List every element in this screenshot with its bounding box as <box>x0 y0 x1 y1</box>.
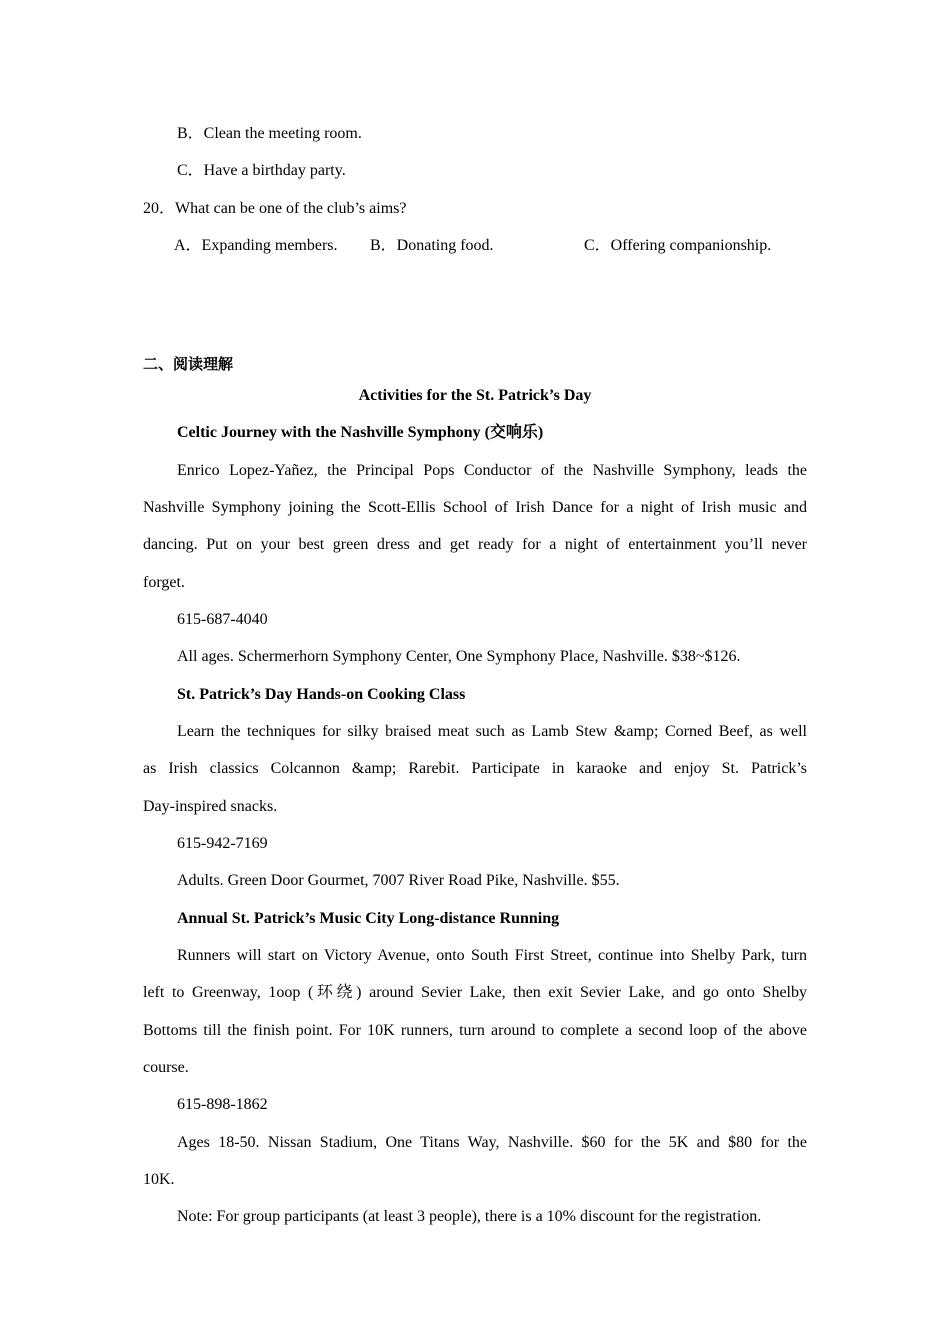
section-heading: 二、阅读理解 <box>143 355 234 373</box>
activity-3-phone: 615-898-1862 <box>177 1096 268 1113</box>
activity-2-line-1: Learn the techniques for silky braised meat such as Lamb Stew &amp; Corned Beef, as well <box>177 723 807 740</box>
activity-2-title: St. Patrick’s Day Hands-on Cooking Class <box>177 686 466 703</box>
activity-3-line-1: Runners will start on Victory Avenue, onto South First Street, continue into Shelby Park, turn <box>177 947 807 964</box>
q20-option-c: C．Offering companionship. <box>584 237 772 254</box>
activity-3-note: Note: For group participants (at least 3 people), there is a 10% discount for the registration. <box>177 1208 762 1225</box>
activity-1-title: Celtic Journey with the Nashville Symphony (交响乐) <box>177 424 544 441</box>
q19-option-c: C．Have a birthday party. <box>177 162 346 179</box>
activity-1-info: All ages. Schermerhorn Symphony Center, One Symphony Place, Nashville. $38~$126. <box>177 648 741 665</box>
activity-3-line-4: course. <box>143 1059 189 1076</box>
activity-3-info-line-1: Ages 18-50. Nissan Stadium, One Titans Way, Nashville. $60 for the 5K and $80 for the <box>177 1134 807 1151</box>
activity-2-line-2: as Irish classics Colcannon &amp; Rarebit. Participate in karaoke and enjoy St. Patrick’s <box>143 760 807 777</box>
activity-3-info-line-2: 10K. <box>143 1171 175 1188</box>
activity-2-phone: 615-942-7169 <box>177 835 268 852</box>
activity-2-line-3: Day-inspired snacks. <box>143 798 278 815</box>
activity-1-line-4: forget. <box>143 574 185 591</box>
passage-title: Activities for the St. Patrick’s Day <box>358 387 592 404</box>
q20-option-b: B．Donating food. <box>370 237 494 254</box>
activity-2-info: Adults. Green Door Gourmet, 7007 River Road Pike, Nashville. $55. <box>177 872 620 889</box>
q20-option-a: A．Expanding members. <box>174 237 338 254</box>
activity-1-phone: 615-687-4040 <box>177 611 268 628</box>
q19-option-b: B．Clean the meeting room. <box>177 125 362 142</box>
activity-3-line-3: Bottoms till the finish point. For 10K runners, turn around to complete a second loop of the above <box>143 1022 807 1039</box>
q20-question: 20．What can be one of the club’s aims? <box>143 200 407 217</box>
activity-1-line-2: Nashville Symphony joining the Scott-Ellis School of Irish Dance for a night of Irish music and <box>143 499 807 516</box>
activity-1-line-1: Enrico Lopez-Yañez, the Principal Pops Conductor of the Nashville Symphony, leads the <box>177 462 807 479</box>
activity-3-title: Annual St. Patrick’s Music City Long-distance Running <box>177 910 560 927</box>
activity-3-line-2: left to Greenway, 1oop (环绕) around Sevier Lake, then exit Sevier Lake, and go onto Shelby <box>143 984 807 1001</box>
activity-1-line-3: dancing. Put on your best green dress and get ready for a night of entertainment you’ll never <box>143 536 807 553</box>
